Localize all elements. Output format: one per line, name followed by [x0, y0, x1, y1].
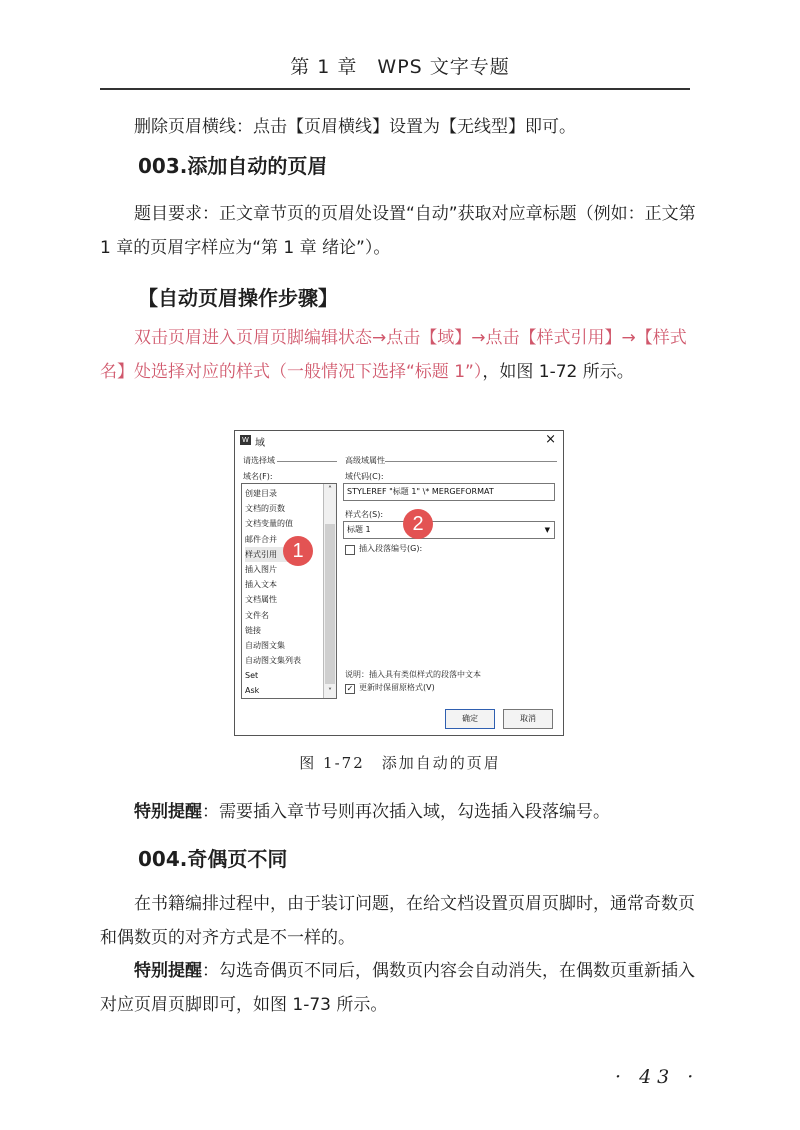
field-name-item[interactable]: 插入图片	[245, 564, 277, 574]
style-name-select[interactable]	[343, 521, 555, 539]
wps-app-icon: W	[240, 435, 251, 445]
left-group-title: 请选择域	[243, 456, 275, 465]
dialog-titlebar	[235, 431, 563, 449]
scroll-down-icon[interactable]: ˅	[328, 687, 332, 696]
cancel-button[interactable]: 取消	[503, 709, 553, 729]
paragraph-tip-1	[100, 795, 700, 829]
dialog-title: 域	[255, 438, 265, 449]
section-heading-003: 003.添加自动的页眉	[138, 154, 328, 178]
field-code-label: 域代码(C):	[345, 472, 384, 481]
field-name-list[interactable]	[241, 483, 337, 699]
field-name-item[interactable]: Set	[245, 671, 259, 681]
paragraph-remove-header-line: 删除页眉横线：点击【页眉横线】设置为【无线型】即可。	[134, 117, 576, 137]
field-name-item[interactable]: 创建目录	[245, 489, 277, 498]
field-name-item[interactable]: 文档的页数	[245, 504, 285, 514]
figure-caption: 图 1-72 添加自动的页眉	[299, 754, 501, 772]
field-name-item[interactable]: 文档变量的值	[245, 519, 293, 529]
field-dialog	[234, 430, 564, 736]
callout-badge-2: 2	[403, 509, 433, 539]
paragraph-requirement: 题目要求：正文章节页的页眉处设置“自动”获取对应章标题（例如：正文第 1 章的页眉字样应为“第 1 章 绪论”）。	[100, 204, 696, 258]
tip2-label: 特别提醒	[134, 961, 202, 981]
scroll-up-icon[interactable]: ˄	[328, 485, 332, 494]
close-icon[interactable]: ×	[545, 432, 556, 447]
field-description: 说明：插入具有类似样式的段落中文本	[345, 670, 481, 679]
field-name-label: 域名(F):	[243, 472, 273, 481]
paragraph-tip-2	[100, 954, 700, 1022]
paragraph-steps	[100, 321, 700, 389]
field-code-input[interactable]: STYLEREF "标题 1" \* MERGEFORMAT	[343, 483, 555, 501]
field-name-item[interactable]: 邮件合并	[245, 534, 277, 544]
field-name-items	[245, 486, 301, 699]
right-group-title: 高级域属性	[345, 456, 385, 465]
steps-black-text: ，如图 1-72 所示。	[482, 362, 634, 382]
field-name-item[interactable]: 文档属性	[245, 595, 277, 605]
style-name-value: 标题 1	[347, 525, 371, 534]
insert-para-num-checkbox[interactable]	[345, 545, 355, 555]
preserve-format-label: 更新时保留原格式(V)	[359, 683, 435, 692]
field-name-item[interactable]: 插入文本	[245, 580, 277, 590]
header-rule	[100, 88, 690, 90]
field-name-item[interactable]: 文件名	[245, 610, 269, 620]
paragraph-odd-even: 在书籍编排过程中，由于装订问题，在给文档设置页眉页脚时，通常奇数页和偶数页的对齐方式是不一样的。	[100, 894, 695, 948]
style-name-label: 样式名(S):	[345, 510, 384, 519]
tip1-text: ：需要插入章节号则再次插入域，勾选插入段落编号。	[202, 802, 610, 822]
tip1-label: 特别提醒	[134, 802, 202, 822]
steps-red-text: 双击页眉进入页眉页脚编辑状态→点击【域】→点击【样式引用】→【样式名】处选择对应的样式（一般情况下选择“标题 1”）	[100, 328, 687, 382]
preserve-format-checkbox[interactable]: ✓	[346, 684, 354, 693]
tip2-text: ：勾选奇偶页不同后，偶数页内容会自动消失，在偶数页重新插入对应页眉页脚即可，如图 1-73 所示。	[100, 961, 695, 1015]
field-name-item[interactable]: 自动图文集	[245, 640, 285, 650]
right-group-divider	[385, 461, 557, 462]
field-name-item[interactable]: 自动图文集列表	[245, 656, 301, 666]
field-name-item[interactable]: Ask	[245, 686, 260, 696]
field-name-item[interactable]: 样式引用	[245, 547, 301, 562]
list-scrollbar[interactable]	[323, 484, 336, 698]
scroll-thumb[interactable]	[325, 524, 335, 684]
callout-badge-1: 1	[283, 536, 313, 566]
ok-button[interactable]: 确定	[445, 709, 495, 729]
page-number: · 43 ·	[615, 1066, 700, 1088]
insert-para-num-label: 插入段落编号(G):	[359, 544, 423, 553]
chevron-down-icon: ▼	[544, 526, 550, 534]
running-header: 第 1 章 WPS 文字专题	[290, 56, 510, 78]
section-heading-004: 004.奇偶页不同	[138, 847, 288, 871]
steps-heading: 【自动页眉操作步骤】	[138, 286, 338, 310]
field-name-item[interactable]: 链接	[245, 625, 261, 635]
